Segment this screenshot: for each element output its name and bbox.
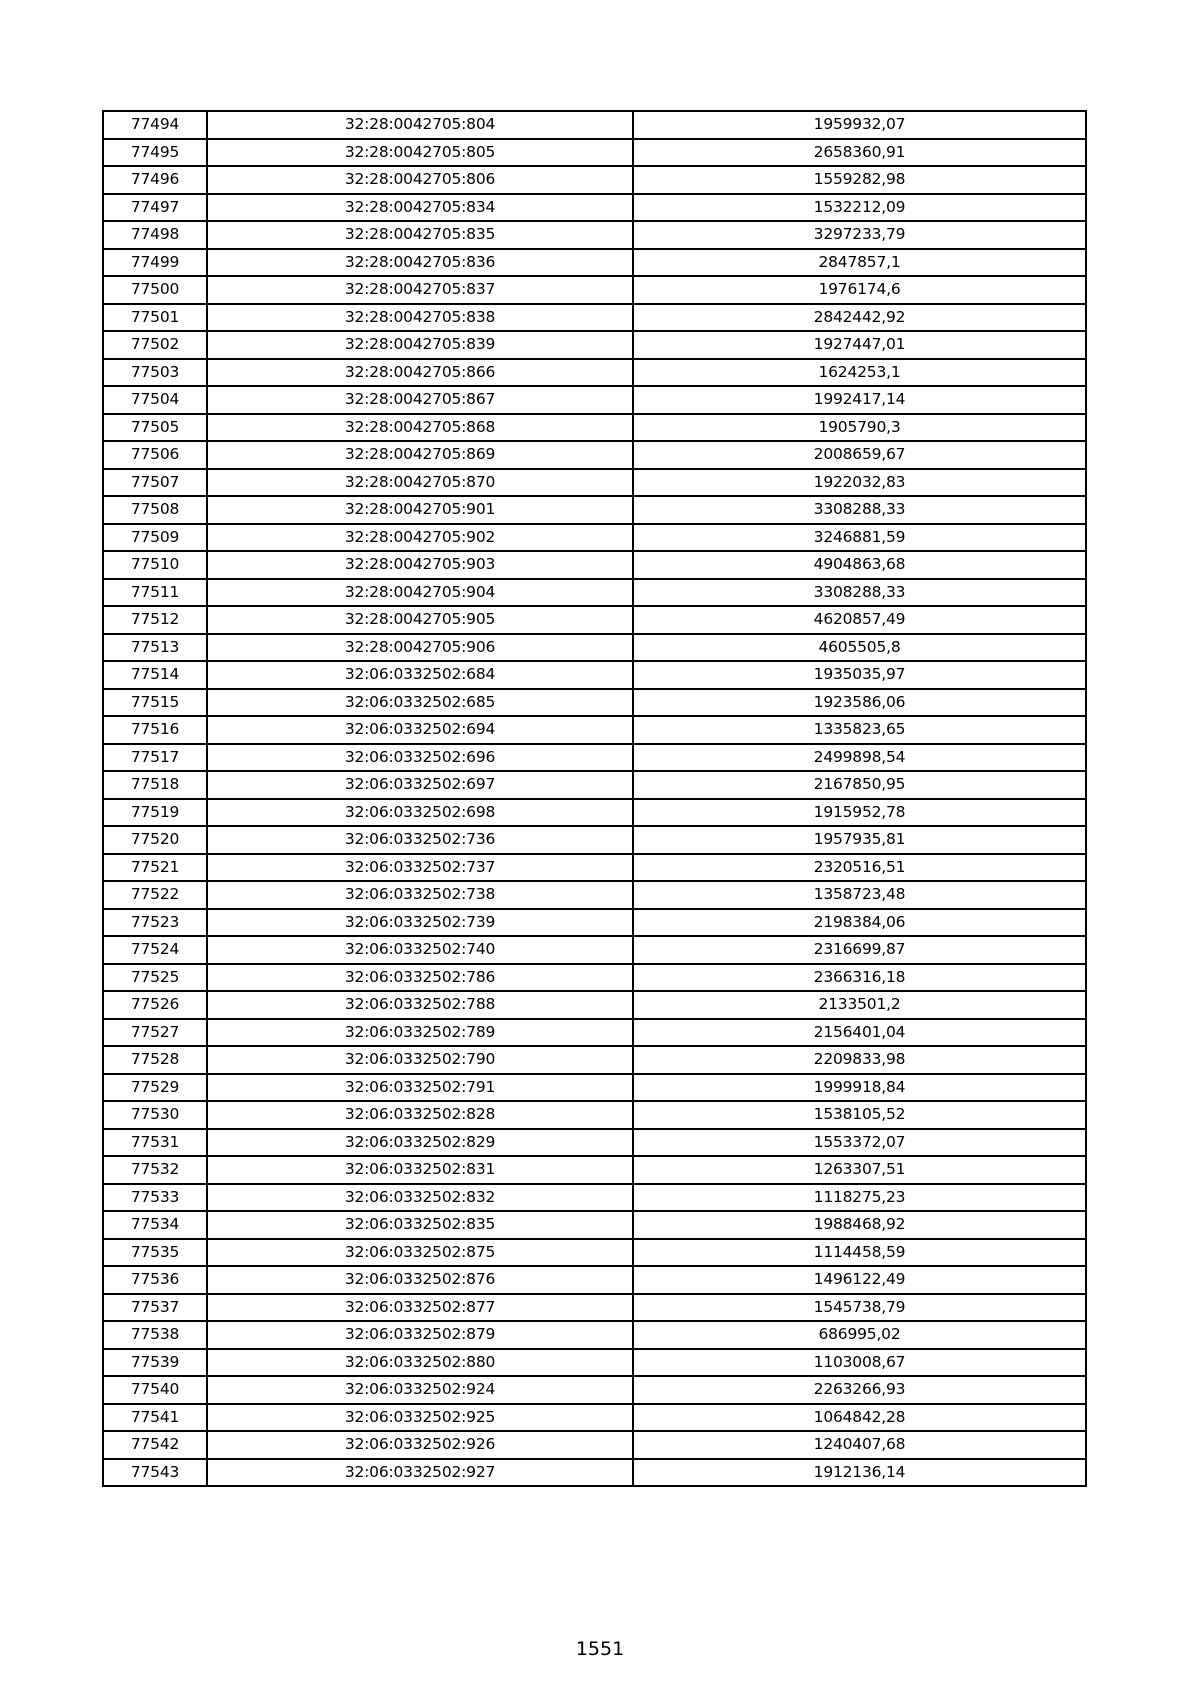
cadastral-number-cell: 32:28:0042705:901 (207, 496, 633, 524)
row-number-cell: 77531 (103, 1129, 207, 1157)
value-cell: 1999918,84 (633, 1074, 1086, 1102)
cadastral-number-cell: 32:06:0332502:684 (207, 661, 633, 689)
table-row (103, 1376, 1086, 1404)
table-row (103, 1074, 1086, 1102)
table-row (103, 221, 1086, 249)
registry-table (102, 110, 1087, 1487)
cadastral-number-cell: 32:28:0042705:834 (207, 194, 633, 222)
row-number-cell: 77527 (103, 1019, 207, 1047)
table-row (103, 881, 1086, 909)
value-cell: 1927447,01 (633, 331, 1086, 359)
row-number-cell: 77526 (103, 991, 207, 1019)
table-row (103, 1239, 1086, 1267)
cadastral-number-cell: 32:06:0332502:694 (207, 716, 633, 744)
cadastral-number-cell: 32:06:0332502:879 (207, 1321, 633, 1349)
table-row (103, 1266, 1086, 1294)
value-cell: 1118275,23 (633, 1184, 1086, 1212)
cadastral-number-cell: 32:06:0332502:832 (207, 1184, 633, 1212)
table-row (103, 1101, 1086, 1129)
table-row (103, 1211, 1086, 1239)
row-number-cell: 77518 (103, 771, 207, 799)
row-number-cell: 77522 (103, 881, 207, 909)
value-cell: 1992417,14 (633, 386, 1086, 414)
row-number-cell: 77497 (103, 194, 207, 222)
cadastral-number-cell: 32:06:0332502:875 (207, 1239, 633, 1267)
row-number-cell: 77496 (103, 166, 207, 194)
cadastral-number-cell: 32:06:0332502:926 (207, 1431, 633, 1459)
table-row (103, 689, 1086, 717)
value-cell: 1912136,14 (633, 1459, 1086, 1487)
value-cell: 1976174,6 (633, 276, 1086, 304)
table-row (103, 249, 1086, 277)
cadastral-number-cell: 32:06:0332502:696 (207, 744, 633, 772)
row-number-cell: 77513 (103, 634, 207, 662)
table-row (103, 414, 1086, 442)
value-cell: 1957935,81 (633, 826, 1086, 854)
value-cell: 2167850,95 (633, 771, 1086, 799)
value-cell: 3297233,79 (633, 221, 1086, 249)
value-cell: 2198384,06 (633, 909, 1086, 937)
cadastral-number-cell: 32:06:0332502:739 (207, 909, 633, 937)
row-number-cell: 77539 (103, 1349, 207, 1377)
row-number-cell: 77520 (103, 826, 207, 854)
row-number-cell: 77509 (103, 524, 207, 552)
row-number-cell: 77512 (103, 606, 207, 634)
cadastral-number-cell: 32:06:0332502:685 (207, 689, 633, 717)
table-row (103, 331, 1086, 359)
row-number-cell: 77538 (103, 1321, 207, 1349)
cadastral-number-cell: 32:28:0042705:903 (207, 551, 633, 579)
table-row (103, 1349, 1086, 1377)
cadastral-number-cell: 32:28:0042705:837 (207, 276, 633, 304)
row-number-cell: 77540 (103, 1376, 207, 1404)
value-cell: 1559282,98 (633, 166, 1086, 194)
row-number-cell: 77516 (103, 716, 207, 744)
row-number-cell: 77506 (103, 441, 207, 469)
value-cell: 2209833,98 (633, 1046, 1086, 1074)
value-cell: 3308288,33 (633, 579, 1086, 607)
cadastral-number-cell: 32:06:0332502:738 (207, 881, 633, 909)
row-number-cell: 77528 (103, 1046, 207, 1074)
table-row (103, 854, 1086, 882)
cadastral-number-cell: 32:28:0042705:804 (207, 111, 633, 139)
value-cell: 2320516,51 (633, 854, 1086, 882)
cadastral-number-cell: 32:28:0042705:839 (207, 331, 633, 359)
row-number-cell: 77515 (103, 689, 207, 717)
row-number-cell: 77495 (103, 139, 207, 167)
value-cell: 1915952,78 (633, 799, 1086, 827)
value-cell: 1988468,92 (633, 1211, 1086, 1239)
table-row (103, 469, 1086, 497)
table-row (103, 936, 1086, 964)
row-number-cell: 77536 (103, 1266, 207, 1294)
table-row (103, 1184, 1086, 1212)
cadastral-number-cell: 32:28:0042705:835 (207, 221, 633, 249)
registry-table-body (103, 111, 1086, 1486)
row-number-cell: 77507 (103, 469, 207, 497)
cadastral-number-cell: 32:28:0042705:906 (207, 634, 633, 662)
row-number-cell: 77542 (103, 1431, 207, 1459)
table-row (103, 771, 1086, 799)
table-row (103, 716, 1086, 744)
value-cell: 1103008,67 (633, 1349, 1086, 1377)
page-number: 1551 (575, 1638, 625, 1660)
row-number-cell: 77524 (103, 936, 207, 964)
table-row (103, 276, 1086, 304)
cadastral-number-cell: 32:28:0042705:904 (207, 579, 633, 607)
cadastral-number-cell: 32:28:0042705:868 (207, 414, 633, 442)
value-cell: 1959932,07 (633, 111, 1086, 139)
value-cell: 2008659,67 (633, 441, 1086, 469)
table-row (103, 799, 1086, 827)
row-number-cell: 77532 (103, 1156, 207, 1184)
row-number-cell: 77499 (103, 249, 207, 277)
value-cell: 1935035,97 (633, 661, 1086, 689)
cadastral-number-cell: 32:06:0332502:880 (207, 1349, 633, 1377)
cadastral-number-cell: 32:06:0332502:791 (207, 1074, 633, 1102)
table-row (103, 359, 1086, 387)
value-cell: 3308288,33 (633, 496, 1086, 524)
value-cell: 1553372,07 (633, 1129, 1086, 1157)
table-row (103, 1294, 1086, 1322)
value-cell: 1545738,79 (633, 1294, 1086, 1322)
value-cell: 1922032,83 (633, 469, 1086, 497)
cadastral-number-cell: 32:06:0332502:925 (207, 1404, 633, 1432)
cadastral-number-cell: 32:28:0042705:806 (207, 166, 633, 194)
table-row (103, 386, 1086, 414)
table-row (103, 1321, 1086, 1349)
cadastral-number-cell: 32:06:0332502:786 (207, 964, 633, 992)
table-row (103, 909, 1086, 937)
cadastral-number-cell: 32:06:0332502:698 (207, 799, 633, 827)
row-number-cell: 77510 (103, 551, 207, 579)
cadastral-number-cell: 32:06:0332502:736 (207, 826, 633, 854)
cadastral-number-cell: 32:28:0042705:870 (207, 469, 633, 497)
table-row (103, 111, 1086, 139)
cadastral-number-cell: 32:06:0332502:788 (207, 991, 633, 1019)
table-row (103, 524, 1086, 552)
row-number-cell: 77541 (103, 1404, 207, 1432)
value-cell: 1064842,28 (633, 1404, 1086, 1432)
cadastral-number-cell: 32:06:0332502:789 (207, 1019, 633, 1047)
value-cell: 1358723,48 (633, 881, 1086, 909)
row-number-cell: 77503 (103, 359, 207, 387)
row-number-cell: 77525 (103, 964, 207, 992)
row-number-cell: 77502 (103, 331, 207, 359)
table-row (103, 166, 1086, 194)
table-row (103, 661, 1086, 689)
table-row (103, 744, 1086, 772)
value-cell: 1263307,51 (633, 1156, 1086, 1184)
cadastral-number-cell: 32:06:0332502:790 (207, 1046, 633, 1074)
cadastral-number-cell: 32:28:0042705:838 (207, 304, 633, 332)
table-row (103, 139, 1086, 167)
table-row (103, 1019, 1086, 1047)
table-row (103, 551, 1086, 579)
row-number-cell: 77521 (103, 854, 207, 882)
table-row (103, 606, 1086, 634)
cadastral-number-cell: 32:06:0332502:877 (207, 1294, 633, 1322)
value-cell: 2156401,04 (633, 1019, 1086, 1047)
value-cell: 2658360,91 (633, 139, 1086, 167)
value-cell: 2847857,1 (633, 249, 1086, 277)
table-row (103, 826, 1086, 854)
row-number-cell: 77501 (103, 304, 207, 332)
table-row (103, 1404, 1086, 1432)
table-row (103, 1156, 1086, 1184)
cadastral-number-cell: 32:28:0042705:805 (207, 139, 633, 167)
row-number-cell: 77543 (103, 1459, 207, 1487)
value-cell: 1923586,06 (633, 689, 1086, 717)
value-cell: 4904863,68 (633, 551, 1086, 579)
row-number-cell: 77511 (103, 579, 207, 607)
table-row (103, 441, 1086, 469)
cadastral-number-cell: 32:28:0042705:905 (207, 606, 633, 634)
cadastral-number-cell: 32:06:0332502:831 (207, 1156, 633, 1184)
cadastral-number-cell: 32:28:0042705:866 (207, 359, 633, 387)
table-row (103, 1046, 1086, 1074)
cadastral-number-cell: 32:06:0332502:697 (207, 771, 633, 799)
table-row (103, 304, 1086, 332)
value-cell: 1496122,49 (633, 1266, 1086, 1294)
value-cell: 1538105,52 (633, 1101, 1086, 1129)
value-cell: 4620857,49 (633, 606, 1086, 634)
row-number-cell: 77517 (103, 744, 207, 772)
row-number-cell: 77498 (103, 221, 207, 249)
row-number-cell: 77514 (103, 661, 207, 689)
cadastral-number-cell: 32:06:0332502:829 (207, 1129, 633, 1157)
table-row (103, 1459, 1086, 1487)
row-number-cell: 77529 (103, 1074, 207, 1102)
table-row (103, 1431, 1086, 1459)
cadastral-number-cell: 32:06:0332502:924 (207, 1376, 633, 1404)
value-cell: 2499898,54 (633, 744, 1086, 772)
table-row (103, 194, 1086, 222)
value-cell: 3246881,59 (633, 524, 1086, 552)
row-number-cell: 77535 (103, 1239, 207, 1267)
value-cell: 686995,02 (633, 1321, 1086, 1349)
cadastral-number-cell: 32:06:0332502:737 (207, 854, 633, 882)
value-cell: 1240407,68 (633, 1431, 1086, 1459)
value-cell: 2842442,92 (633, 304, 1086, 332)
table-row (103, 579, 1086, 607)
value-cell: 1624253,1 (633, 359, 1086, 387)
table-row (103, 496, 1086, 524)
value-cell: 2316699,87 (633, 936, 1086, 964)
row-number-cell: 77500 (103, 276, 207, 304)
cadastral-number-cell: 32:28:0042705:902 (207, 524, 633, 552)
row-number-cell: 77505 (103, 414, 207, 442)
table-row (103, 991, 1086, 1019)
row-number-cell: 77533 (103, 1184, 207, 1212)
row-number-cell: 77530 (103, 1101, 207, 1129)
table-row (103, 634, 1086, 662)
cadastral-number-cell: 32:28:0042705:867 (207, 386, 633, 414)
cadastral-number-cell: 32:06:0332502:828 (207, 1101, 633, 1129)
cadastral-number-cell: 32:28:0042705:869 (207, 441, 633, 469)
row-number-cell: 77537 (103, 1294, 207, 1322)
row-number-cell: 77519 (103, 799, 207, 827)
table-row (103, 964, 1086, 992)
row-number-cell: 77504 (103, 386, 207, 414)
row-number-cell: 77508 (103, 496, 207, 524)
row-number-cell: 77534 (103, 1211, 207, 1239)
value-cell: 1335823,65 (633, 716, 1086, 744)
value-cell: 1114458,59 (633, 1239, 1086, 1267)
row-number-cell: 77523 (103, 909, 207, 937)
cadastral-number-cell: 32:28:0042705:836 (207, 249, 633, 277)
cadastral-number-cell: 32:06:0332502:927 (207, 1459, 633, 1487)
value-cell: 2133501,2 (633, 991, 1086, 1019)
value-cell: 1532212,09 (633, 194, 1086, 222)
value-cell: 1905790,3 (633, 414, 1086, 442)
row-number-cell: 77494 (103, 111, 207, 139)
cadastral-number-cell: 32:06:0332502:740 (207, 936, 633, 964)
value-cell: 2366316,18 (633, 964, 1086, 992)
value-cell: 4605505,8 (633, 634, 1086, 662)
cadastral-number-cell: 32:06:0332502:835 (207, 1211, 633, 1239)
table-row (103, 1129, 1086, 1157)
value-cell: 2263266,93 (633, 1376, 1086, 1404)
cadastral-number-cell: 32:06:0332502:876 (207, 1266, 633, 1294)
